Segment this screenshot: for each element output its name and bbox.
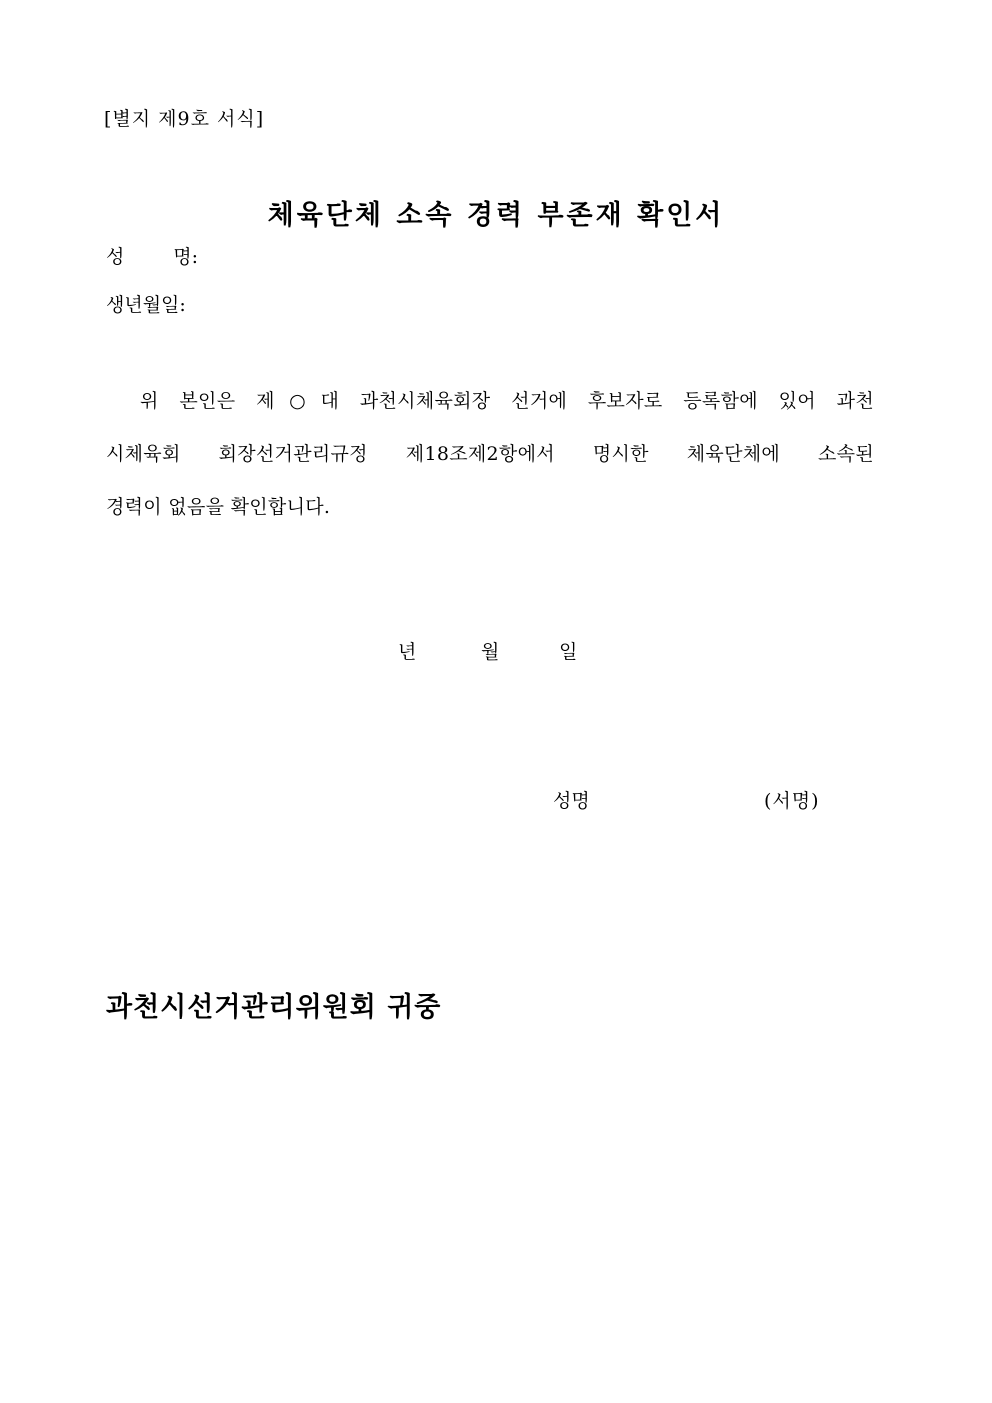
birthdate-field	[106, 290, 186, 317]
statement-line-2: 시체육회 회장선거관리규정 제18조제2항에서 명시한 체육단체에 소속된	[106, 443, 874, 465]
date-month-label: 월	[481, 641, 500, 663]
date-day-label: 일	[559, 641, 578, 663]
form-number-label: [별지 제9호 서식]	[104, 108, 265, 130]
name-field-label: 성 명:	[106, 246, 198, 268]
name-field	[106, 242, 198, 269]
signer-name-label: 성명	[553, 790, 590, 812]
statement-line-3: 경력이 없음을 확인합니다.	[106, 496, 331, 518]
statement-line-1: 위 본인은 제○대 과천시체육회장 선거에 후보자로 등록함에 있어 과천	[140, 390, 874, 412]
recipient-line: 과천시선거관리위원회 귀중	[106, 992, 442, 1023]
birthdate-field-label: 생년월일:	[106, 294, 186, 316]
document-title: 체육단체 소속 경력 부존재 확인서	[267, 200, 725, 231]
date-year-label: 년	[398, 641, 417, 663]
signature-label: (서명)	[764, 790, 820, 812]
confirmation-statement	[106, 375, 874, 534]
